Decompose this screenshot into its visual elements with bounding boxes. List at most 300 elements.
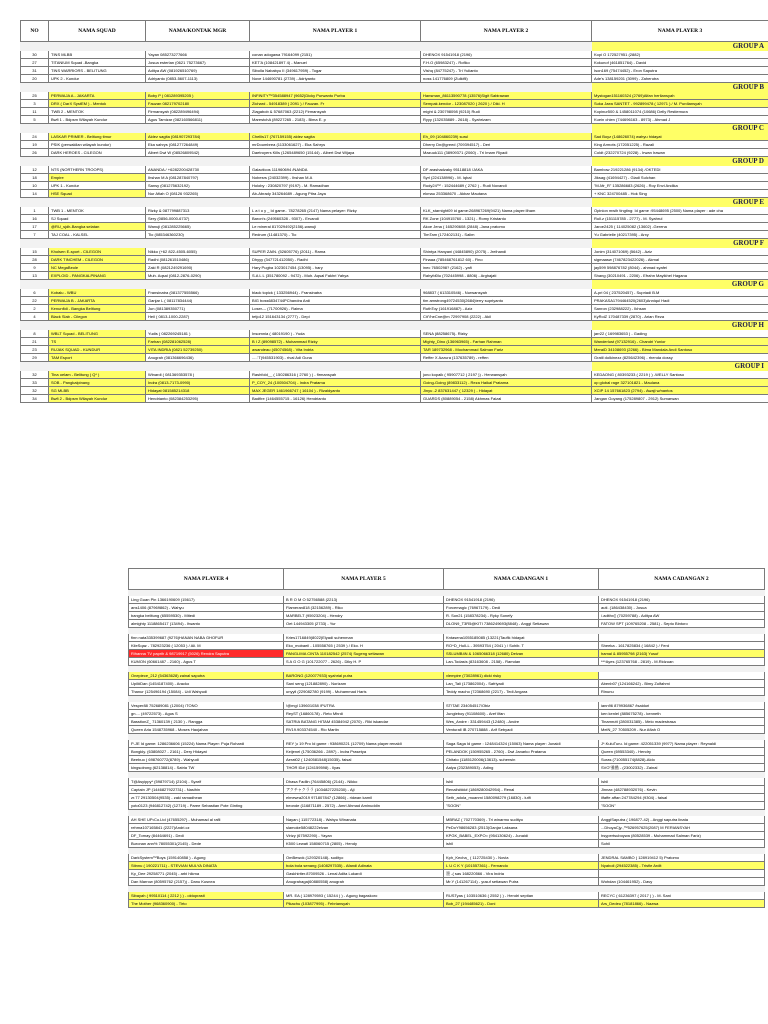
cell-manager: Anugrah (081366696436) (146, 354, 250, 362)
group-spacer (49, 239, 146, 248)
cell-squad: EXPLOID - PANGKALPINANG (49, 272, 146, 280)
squad-table (20, 20, 768, 403)
cell-manager: Josua esterlan (0621 75273667) (146, 59, 250, 67)
cell-no: 32 (21, 387, 49, 395)
group-spacer (49, 42, 146, 51)
column-header-player-1: NAMA PLAYER 1 (250, 21, 421, 42)
cell-player-4: DF_Tomay (84464691) - Dedi (129, 832, 284, 840)
table-row (129, 778, 765, 786)
group-spacer (49, 198, 146, 207)
cell-player-2: RuthToy (161916887) - Aziz (421, 305, 592, 313)
cell-no: 21 (21, 338, 49, 346)
cell-reserve-2: SVO"雅酷 - (23002332) - Zainal (599, 764, 765, 772)
cell-squad: Black Slab - Cilegon (49, 313, 146, 321)
cell-player-2: Akoe Jena ( 165290608 (2848) -Jana pratomo (421, 223, 592, 231)
cell-reserve-2: ilfaffe affan 247784294 (9304) - faisal (599, 794, 765, 802)
cell-player-5: Kries1716849(8022)Elyadi suhenman (284, 634, 444, 642)
cell-player-5: bola bola senang (1408297535) - Afandi Adinata (284, 862, 444, 870)
cell-player-1: KET'A (108421897 4) - Manuel (250, 59, 421, 67)
cell-manager: Fransinatra (081377555566) (146, 289, 250, 297)
cell-player-2: Syrl (224138996) - M. Iqbal (421, 174, 592, 182)
cell-player-5: MARBELT (95923204) - Hendry (284, 612, 444, 620)
cell-player-4: AH SHE UP•Co.Ltd (47655297) - Muhamad al rafli (129, 816, 284, 824)
cell-squad: PERWAJA B - JAKARTA (49, 297, 146, 305)
cell-squad: Kholsen E-sport - CILEGON (49, 248, 146, 256)
cell-player-1: SUPER ZAIN. (52605776) (2011) - Rama (250, 248, 421, 256)
cell-player-1: Chellis17 (767159155) aldez sagita (250, 133, 421, 141)
cell-manager: Ihshan M A (081287840797) (146, 174, 250, 182)
cell-reserve-2: J*.KuluTuru. Id game: 422051339 (9977) Nama player : Reynaldi (599, 740, 765, 748)
cell-player-2: SENA (88258675)- Rizky (421, 330, 592, 338)
cell-manager: Fauzan 082179702180 (146, 100, 250, 108)
cell-reserve-2: MeiN_27 70505209 - Nur Afiah O (599, 726, 765, 734)
group-spacer (421, 157, 592, 166)
cell-player-4: Ling Guan Pin 1366190609 (15617) (129, 596, 284, 604)
reserve-table (128, 568, 765, 908)
cell-player-3: + KNC 324700485 - Hok Sing (592, 190, 768, 198)
cell-no: 30 (21, 51, 49, 59)
cell-reserve-2: Rinunu (599, 688, 765, 696)
cell-player-4: Upil#Dan (1454187400) - Aracko (129, 680, 284, 688)
group-divider (21, 83, 768, 92)
cell-player-1: conan adogawa 79164099 (2151) (250, 51, 421, 59)
cell-squad: Tina oelam - Belitung ( Q* ) (49, 371, 146, 379)
cell-squad: TAJ COAL - KALSEL (49, 231, 146, 239)
cell-player-3: King Armots (172051225) - Razali (592, 141, 768, 149)
cell-reserve-1: vlempire (73028961) dicki risky (444, 672, 599, 680)
cell-no: 12 (21, 166, 49, 174)
cell-player-5: Pikachu (103877995) - Febriansyah (284, 900, 444, 908)
group-spacer (421, 42, 592, 51)
group-spacer (250, 157, 421, 166)
cell-reserve-1: 墨 -( sas 168220566 - Vira Indria (444, 870, 599, 878)
group-spacer (146, 362, 250, 371)
cell-player-2: tim amstrong49724530(2684)terry supriyanto (421, 297, 592, 305)
cell-player-5: OmBewok (129320148)- sudityo (284, 854, 444, 862)
cell-player-5: K500 Lewati 158060715 (2805) - Hendy (284, 840, 444, 848)
group-label: GROUP A (592, 42, 768, 51)
cell-player-3: op global rage 327101821 - Maulana (592, 379, 768, 387)
table-row (21, 75, 768, 83)
cell-player-2: GUARDS (80889054 - 2158) Akhmas Faizal (421, 395, 592, 403)
table-row (21, 387, 768, 395)
table-row (129, 634, 765, 642)
cell-player-2: RK Zone (104915760 - 1321) - Romy Kristanto (421, 215, 592, 223)
cell-reserve-2: Sohil (599, 840, 765, 848)
cell-manager: Hendrianto (082384253295) (146, 395, 250, 403)
cell-no: 9 (21, 264, 49, 272)
squad-table-header (21, 21, 768, 42)
group-spacer (421, 321, 592, 330)
cell-reserve-2: Jinnax (482788932076) - Kevin (599, 786, 765, 794)
table-row (129, 854, 765, 862)
cell-player-3: sigmaasw (7467823422026) - Akmal (592, 256, 768, 264)
group-spacer (146, 321, 250, 330)
cell-reserve-1: PeDoY98656283 (2513)Ganjar Laksana (444, 824, 599, 832)
column-header-player-5: NAMA PLAYER 5 (284, 569, 444, 590)
table-row (21, 379, 768, 387)
table-row (129, 596, 765, 604)
cell-reserve-2: Queen (69553340) - Hendry (599, 748, 765, 756)
cell-player-1: P_COY_24 (100504704) - Indra Pratama (250, 379, 421, 387)
table-row (129, 832, 765, 840)
cell-no: 16 (21, 215, 49, 223)
cell-no: 27 (21, 59, 49, 67)
cell-player-2: Finaaa (785468761812 60) - Fino (421, 256, 592, 264)
cell-player-3: MeraiD 34108693 (2266) - Bima Mandala Andi Santoso (592, 346, 768, 354)
cell-manager: Farhan (082281062528) (146, 338, 250, 346)
cell-reserve-1: Lan_Tali (173862004) - Safriyadi (444, 680, 599, 688)
cell-squad: PSIK (perwakilan wilayah kundur) (49, 141, 146, 149)
cell-reserve-2: ***Ayes (123765768 - 2819) - M.Ridzuan (599, 658, 765, 666)
cell-reserve-1: Saga Saga Id game : 1248414324 (15063) Nama player: Junaidi (444, 740, 599, 748)
cell-player-3: PRAKASA1794464520(2603)Anniqul Hadi (592, 297, 768, 305)
cell-player-5: S A G O G (101722077 - 2626) - Diky H. P (284, 658, 444, 666)
table-row (129, 900, 765, 908)
table-row (21, 51, 768, 59)
cell-player-1: Galacticos 111960694 /NANDA (250, 166, 421, 174)
cell-manager: Indra (0813-7173-0990) (146, 379, 250, 387)
cell-player-4: gn.... (49722573) - Agus S (129, 710, 284, 718)
cell-manager: Heil ( 0813-1000-2287) (146, 313, 250, 321)
cell-player-1: Le mineral 817029492(2156)-wanuji (250, 223, 421, 231)
cell-player-1: Loser--- (71700926) - Raima (250, 305, 421, 313)
cell-player-2: Jinyu -2 837631447 ( 12329 ) - Hidayat (421, 387, 592, 395)
cell-reserve-1: Renaih#### (1869280042954) - Renal (444, 786, 599, 794)
cell-no: 28 (21, 256, 49, 264)
cell-no: 29 (21, 354, 49, 362)
table-row (129, 870, 765, 878)
cell-reserve-1: RO^D_HuILL - 39593754 ( 2041 ) / Sohib. T (444, 642, 599, 650)
cell-player-3: Kokunof (461851764) - David (592, 59, 768, 67)
cell-reserve-2 (599, 870, 765, 878)
cell-no: 19 (21, 141, 49, 149)
cell-no: 11 (21, 108, 49, 116)
table-row (21, 297, 768, 305)
cell-player-4: T@Asyippy* (59879714) (2104) - Syarif (129, 778, 284, 786)
group-divider (21, 198, 768, 207)
cell-player-1: Dhyyy (347721412050) - Radhi (250, 256, 421, 264)
table-row (129, 650, 765, 658)
cell-no: 23 (21, 346, 49, 354)
cell-player-3: KEDAONG ( 80393233 ( 2219 ) ) -WELLY Santoso (592, 371, 768, 379)
cell-manager: Wanuji (081285225665) (146, 223, 250, 231)
group-spacer (21, 198, 49, 207)
table-row (129, 756, 765, 764)
cell-reserve-1: L U C K Y (101557361) - Fernando (444, 862, 599, 870)
cell-player-3: Opinion mwih tingting: Id game :95448695 (2500) Nama player : ade cha (592, 207, 768, 215)
cell-manager: ANANDA / +6282200428730 (146, 166, 250, 174)
group-spacer (146, 280, 250, 289)
group-spacer (250, 42, 421, 51)
cell-reserve-1: Jungleboy (91108600) - Aref ilfan (444, 710, 599, 718)
cell-squad: Kenunfidi - Bangka Belitung (49, 305, 146, 313)
table-row (129, 702, 765, 710)
cell-squad: NC MegaBeole (49, 264, 146, 272)
cell-reserve-2: ken kenlel (885675278) - kenneth (599, 710, 765, 718)
cell-player-1: Ab-Abrady 343264689 - Agung Pitra Jaya (250, 190, 421, 198)
cell-reserve-2: /.adithx▯ (70259788) - Aditya AW (599, 612, 765, 620)
table-row (129, 718, 765, 726)
cell-player-5: slamoke58048222elvan (284, 824, 444, 832)
group-spacer (146, 83, 250, 92)
group-label: GROUP E (592, 198, 768, 207)
table-row (21, 100, 768, 108)
cell-player-3: Kuein chien (744696163 - 8973) - Ahmad J (592, 116, 768, 124)
cell-player-2: Rahyfd0lu (702445998 - 8806) - Arghajati (421, 272, 592, 280)
table-row (129, 604, 765, 612)
cell-squad: RUJAK SQUAD - KUNDUR (49, 346, 146, 354)
cell-player-4: Onepiece_212 (54363628) zainal saputra (129, 672, 284, 680)
cell-player-5: SATRIA BATANG HITAM 45384942 (2070) - Riki iskandar (284, 718, 444, 726)
cell-no: 25 (21, 92, 49, 100)
table-row (21, 256, 768, 264)
cell-player-5: unyyil (229082780 (9199) - Muhammad Haris (284, 688, 444, 696)
cell-player-3: Rull.z (151115785 - 2777) - M. Syahrul (592, 215, 768, 223)
cell-player-1: Redrum (11481370) - Tio (250, 231, 421, 239)
table-row (129, 748, 765, 756)
cell-manager: Agus Tamizar (082160566811) (146, 116, 250, 124)
column-header-reserve-2: NAMA CADANGAN 2 (599, 569, 765, 590)
cell-reserve-2: JENDRAL SAMBO ( 128919412 5) Pratomo (599, 854, 765, 862)
group-spacer (146, 157, 250, 166)
cell-reserve-2: hsypertsuboywa (80528539 - Muhammad Salman Fariz) (599, 832, 765, 840)
cell-player-2: Cit"/heCne@m 72997908 (2222) - Akil (421, 313, 592, 321)
cell-player-3: Sad Boyz (148626074) wahyu hidayat (592, 133, 768, 141)
cell-manager: Muh. Aqsal (0812-2876-0290) (146, 272, 250, 280)
cell-squad: TINS WARRIORS - BELITUNG (49, 67, 146, 75)
table-row (129, 802, 765, 810)
cell-player-2: Mighty_Dino (136963965) - Farhan Rahman (421, 338, 592, 346)
cell-player-2: F.H.O (65983247) - Rofiko (421, 59, 592, 67)
cell-player-2: noss 141776809 (Zulkifli) (421, 75, 592, 83)
cell-reserve-2 (599, 634, 765, 642)
table-row (21, 116, 768, 124)
cell-no: 3 (21, 100, 49, 108)
group-spacer (250, 362, 421, 371)
group-spacer (49, 280, 146, 289)
cell-squad: SG MLBB (49, 387, 146, 395)
cell-player-5: B R O M O 52756588 (2213) (284, 596, 444, 604)
table-row (129, 824, 765, 832)
table-row (21, 174, 768, 182)
cell-no: 14 (21, 190, 49, 198)
cell-no: 34 (21, 395, 49, 403)
table-row (21, 190, 768, 198)
cell-player-2: Sempak.kendor - 123087020 ( 2620 ) / Diki. H (421, 100, 592, 108)
cell-manager: Sansy (081275632192) (146, 182, 250, 190)
cell-player-4: Stinnu ( 190221711) - STEVIAN MULYA DINATA (129, 862, 284, 870)
cell-reserve-1: Forcemagic (76967179) - Dedi (444, 604, 599, 612)
cell-player-3: Gratil dolkinezz (825642396) - rhenda dossy (592, 354, 768, 362)
cell-player-4: Sibayah ( 99510114 ( 2212 ) ) - oktoprasti (129, 892, 284, 900)
group-spacer (421, 83, 592, 92)
cell-reserve-1: RUSTyas ( 103510636 ( 2552 ) ) - Hendri septian (444, 892, 599, 900)
cell-squad: TAM Esport (49, 354, 146, 362)
cell-no: 22 (21, 297, 49, 305)
cell-player-4: BasstionZ_ 71360139 ( 2130 ) - Rangga (129, 718, 284, 726)
column-header-no: NO (21, 21, 49, 42)
cell-reserve-2: Ishil (599, 778, 765, 786)
cell-reserve-2: FATOW SPT (109765208 - 2581) - Septo Bintoro (599, 620, 765, 628)
cell-squad: Bwfi 2 - Bdpsm Wilayah Kundur (49, 395, 146, 403)
cell-squad: @RU_sjdh-Bangka selatan (49, 223, 146, 231)
cell-reserve-2: ...DhoyaCjy.,™526957625(2087) M FERIANSYAH (599, 824, 765, 832)
table-row (21, 92, 768, 100)
cell-squad: UPK 2 - Kundur (49, 75, 146, 83)
cell-reserve-1: MBRAZ ( 702770369) - Tri winarmo sudityo (444, 816, 599, 824)
group-label: GROUP G (592, 280, 768, 289)
cell-manager: Adriyanto (0853-5607-1113) (146, 75, 250, 83)
cell-player-5: Virizy (67592290) - Yayan (284, 832, 444, 840)
cell-player-4: KileSqaz - 782923236 ( 12053 ) / Ali. M (129, 642, 284, 650)
cell-player-4: ans1406 (87969862) - Wahyu (129, 604, 284, 612)
cell-player-3: Ade's 138159201 (3099) - Zaherutra (592, 75, 768, 83)
group-spacer (146, 198, 250, 207)
cell-player-4: finn nata335399687 (9276)HANAN NABA GHOFUR (129, 634, 284, 642)
column-header-manager: NAMA/KONTAK MGR (146, 21, 250, 42)
cell-squad: DARK TINCHEM - CILEGON (49, 256, 146, 264)
cell-player-4: Dan Marrow (80595762 (2157)) - Danu Kusnea (129, 878, 284, 886)
cell-player-2: TAR 189732968 - Mochammad Salman Fariz (421, 346, 592, 354)
cell-manager: Sery (0856-0000-6737) (146, 215, 250, 223)
table-row (21, 313, 768, 321)
cell-squad: TINS MLBB (49, 51, 146, 59)
group-spacer (21, 321, 49, 330)
cell-player-3: A-pri 04 ( 237520457) - Supriadi B.M (592, 289, 768, 297)
cell-squad: SOB - Pangkalpinang (49, 379, 146, 387)
cell-squad: TITANIUM Squad -Bangka (49, 59, 146, 67)
group-spacer (250, 321, 421, 330)
cell-player-2: Eh_09 (104860239) surul (421, 133, 592, 141)
table-row (21, 223, 768, 231)
table-row (21, 338, 768, 346)
table-row (129, 658, 765, 666)
table-row (129, 612, 765, 620)
cell-squad: NTS (NORTHERN TROOPS) (49, 166, 146, 174)
cell-no: 8 (21, 330, 49, 338)
cell-player-4: zr.77 29130504(9535) - zaki ramadhean (129, 794, 284, 802)
table-row (129, 740, 765, 748)
cell-player-5: beonde (116871189 - 2572) - Amri Ahmad Aminuddin (284, 802, 444, 810)
cell-player-5: Eko_mobaeil - 105558765 ( 2539 ) / Eko. H (284, 642, 444, 650)
table-row (21, 133, 768, 141)
cell-player-3: Ison169 (75474452) - Eron Saputra (592, 67, 768, 75)
group-spacer (21, 83, 49, 92)
cell-reserve-1: Kph_Kecha_ ( 112725430 ) - Novia (444, 854, 599, 862)
column-header-squad: NAMA SQUAD (49, 21, 146, 42)
cell-player-3: jay599 598876782 (8044) - ahmad syafei (592, 264, 768, 272)
table-row (21, 207, 768, 215)
cell-squad: Kobalu - WBU (49, 289, 146, 297)
group-spacer (421, 198, 592, 207)
cell-reserve-1: R. Son21 (158378234) - Ryky Sonefy (444, 612, 599, 620)
cell-no: 5 (21, 116, 49, 124)
cell-squad: DARK HEROES - CILEGON (49, 149, 146, 157)
cell-player-2: 968837 ( 613310546) - Nurwansyah (421, 289, 592, 297)
cell-player-5: Oet 144943305 (2733) - Yur (284, 620, 444, 628)
cell-reserve-2: Ars_Dedeu (78181866) - Nazwa (599, 900, 765, 908)
group-spacer (49, 83, 146, 92)
cell-manager: Nur Afiah O (08126 932265) (146, 190, 250, 198)
cell-squad: WBLT Squad - BELITUNG (49, 330, 146, 338)
reserve-table-header (129, 569, 765, 590)
cell-manager: Ganjar L ( 08117834444) (146, 297, 250, 305)
cell-player-4: Rihanna TV paprih & 98719917 (5026) Rendra Saputra (129, 650, 284, 658)
cell-manager: Yayan 085273277666 (146, 51, 250, 59)
cell-manager: Aditya AW (081926510769) (146, 67, 250, 75)
cell-reserve-2: auti. (186438430) - Josua (599, 604, 765, 612)
cell-player-3: Kopinur500 & 1458011074 (10686) Delly Restiemura (592, 108, 768, 116)
cell-player-5: REY )• 19 Pro Id game : 938690221 (12709) Nama player:renaldi (284, 740, 444, 748)
cell-manager: Yudis ( 082269245181 ) (146, 330, 250, 338)
cell-reserve-1: DHENOX 91541918 (2196) (444, 596, 599, 604)
group-divider (21, 124, 768, 133)
cell-manager: Radhi (081261510486) (146, 256, 250, 264)
cell-reserve-1: Wes_Andre : 331459443 (12480) - Andre (444, 718, 599, 726)
cell-no: 13 (21, 272, 49, 280)
cell-reserve-1: SSLUMB4N & 1065066318 (12680) Delvan (444, 650, 599, 658)
cell-reserve-1: Venturall IB 270715888 - Arif Sebyadi (444, 726, 599, 734)
cell-reserve-2: Wohdan (104461952) - Davy (599, 878, 765, 886)
cell-reserve-2: Sheeka - 1617825834 ( 16842 ) / Ferd (599, 642, 765, 650)
cell-player-1: MarestchA (89227265 - 2183) - Bima E. p (250, 116, 421, 124)
cell-reserve-2: RECYC ( 61236397 ( 2017 ) ) - M. Sani (599, 892, 765, 900)
cell-squad: Empire (49, 174, 146, 182)
cell-player-4: Beebuo ( 698760772(8789) - Wahyudi (129, 756, 284, 764)
cell-player-3: Jaroe2425 ( 114025082 (13602) -Gerena (592, 223, 768, 231)
table-row (129, 688, 765, 696)
group-label: GROUP C (592, 124, 768, 133)
cell-player-2: DF arashadzaky 95118818 /JAKA (421, 166, 592, 174)
cell-player-4: Vesper88 752689081 (12004) /TONO (129, 702, 284, 710)
cell-squad: UPK 1 - Kundur (49, 182, 146, 190)
cell-player-4: rehma107165841 (2227)Andri.cz (129, 824, 284, 832)
group-spacer (21, 157, 49, 166)
table-row (21, 305, 768, 313)
table-row (129, 840, 765, 848)
cell-player-5: Anugrahaga(60880558) anugrah (284, 878, 444, 886)
group-spacer (146, 239, 250, 248)
table-row (21, 149, 768, 157)
cell-player-3: Jonim (314071069) (5642) - Aziz (592, 248, 768, 256)
cell-player-5: PANGLIMA CINTA 110182542 (2574) Sugeng setiawan (284, 650, 444, 658)
cell-player-2: TimTam (172402131) - Salim (421, 231, 592, 239)
cell-squad: Bwfi 1 - Bdpsm Wilayah Kundur (49, 116, 146, 124)
table-row (129, 764, 765, 772)
cell-player-2: Ryyy (132035889 - 2618) - Syahrizam (421, 116, 592, 124)
cell-player-4: P-JE Id game: 1286236606 (15224) Nama Player: Puja Rohardi (129, 740, 284, 748)
cell-player-3: Jiksag (41694427) - Giadi Sulchan (592, 174, 768, 182)
cell-player-2: DHENOX 91541918 (2196) (421, 51, 592, 59)
cell-manager: Aldez sagita (081907293784) (146, 133, 250, 141)
cell-manager: Tio (085346360230) (146, 231, 250, 239)
cell-manager: Boby P ( 081289395205 ) (146, 92, 250, 100)
cell-no: 20 (21, 75, 49, 83)
group-divider (21, 157, 768, 166)
table-row (21, 330, 768, 338)
group-spacer (21, 42, 49, 51)
cell-player-3: Bambow 219221286 (9134) /OKTEDI (592, 166, 768, 174)
cell-player-3: Mystogan151160324 (2769)Alfan herliansyah (592, 92, 768, 100)
cell-player-1: MAX JEGER 1461966747 ( 16104 ) - Rizaldyanto (250, 387, 421, 395)
table-row (129, 786, 765, 794)
cell-player-1: mrDoumbrea (1133061627) - Eka Sahrys (250, 141, 421, 149)
table-row (21, 272, 768, 280)
cell-player-5: Dhasa Fadlin (76445806) (2144) - Nikko (284, 778, 444, 786)
cell-player-4: bangka belitung (65559530) - Mitedi (129, 612, 284, 620)
group-divider (21, 239, 768, 248)
